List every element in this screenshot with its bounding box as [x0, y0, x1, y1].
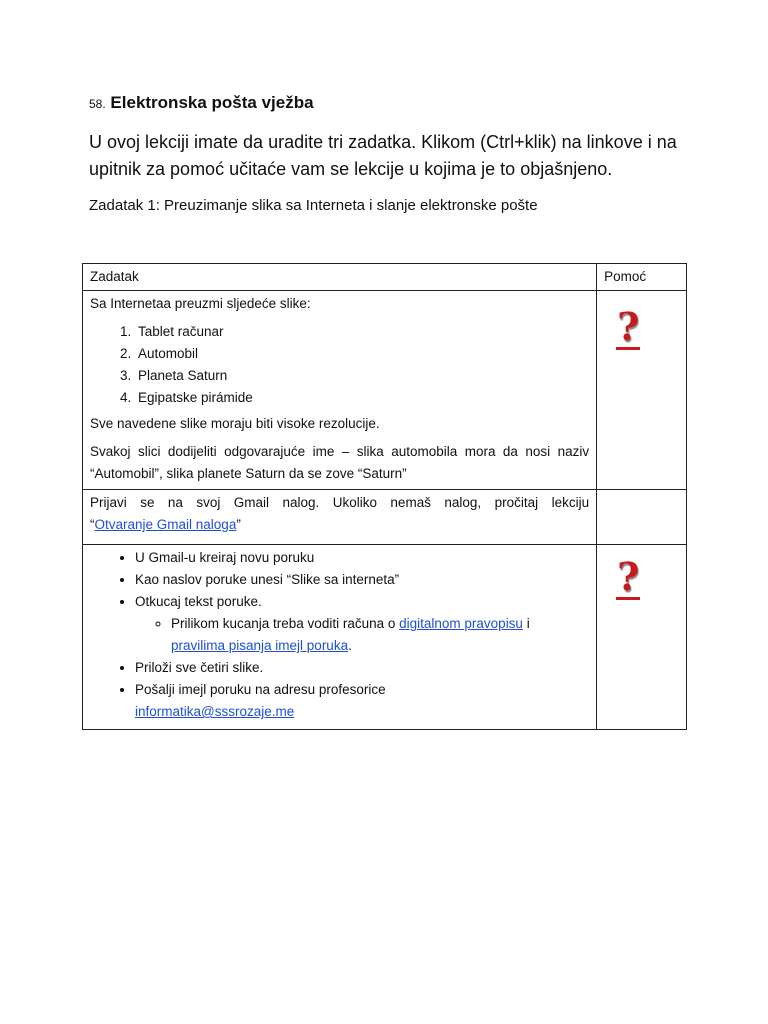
list-item: • U Gmail-u kreiraj novu poruku [135, 547, 589, 569]
send-email-text: Pošalji imejl poruku na adresu profesorice [135, 682, 386, 697]
help-question-icon[interactable]: ? [617, 554, 640, 599]
download-lead: Sa Internetaa preuzmi sljedeće slike: [90, 296, 311, 311]
list-item: 3. Planeta Saturn [135, 365, 589, 387]
resolution-note: Sve navedene slike moraju biti visoke rezolucije. [90, 416, 380, 431]
help-question-icon[interactable]: ? [617, 304, 640, 349]
period: . [348, 638, 352, 653]
exercise-number: 58. [89, 97, 106, 111]
table-row [83, 291, 687, 490]
list-item [135, 591, 589, 657]
naming-note: Svakoj slici dodijeliti odgovarajuće ime – slika automobila mora da nosi naziv “Automobil”, slika planete Saturn da se zove “Saturn” [90, 444, 590, 481]
list-item: 2. Automobil [135, 343, 589, 365]
task-cell-download [83, 291, 597, 490]
col-header-help: Pomoć [597, 264, 687, 291]
type-message-text: Otkucaj tekst poruke. [135, 594, 262, 609]
list-item: 1. Tablet računar [135, 321, 589, 343]
typing-sublist [135, 613, 589, 657]
conjunction: i [526, 616, 530, 631]
task-table [82, 263, 687, 730]
help-cell-empty [597, 490, 687, 545]
list-item [135, 679, 589, 723]
typing-note: Prilikom kucanja treba voditi računa o [171, 616, 396, 631]
gmail-account-link[interactable]: Otvaranje Gmail naloga [94, 517, 237, 532]
table-header-row [83, 264, 687, 291]
help-cell [597, 291, 687, 490]
table-row [83, 490, 687, 545]
task-cell-gmail [83, 490, 597, 545]
page-heading [89, 93, 314, 113]
quote-open: “ [90, 517, 95, 532]
teacher-email-link[interactable]: informatika@sssrozaje.me [135, 704, 295, 719]
quote-close: ” [236, 517, 241, 532]
list-item: • Priloži sve četiri slike. [135, 657, 589, 679]
task-cell-email [83, 545, 597, 730]
email-rules-link[interactable]: pravilima pisanja imejl poruka [171, 638, 349, 653]
col-header-task: Zadatak [83, 264, 597, 291]
gmail-instruction: Prijavi se na svoj Gmail nalog. Ukoliko nemaš nalog, pročitaj lekciju [90, 495, 590, 510]
image-list [90, 321, 589, 409]
list-item: 4. Egipatske pirámide [135, 387, 589, 409]
list-item: • Kao naslov poruke unesi “Slike sa interneta” [135, 569, 589, 591]
intro-paragraph: U ovoj lekciji imate da uradite tri zadatka. Klikom (Ctrl+klik) na linkove i na upitnik za pomoć učitaće vam se lekcije u kojima je to objašnjeno. [89, 132, 677, 179]
digital-spelling-link[interactable]: digitalnom pravopisu [399, 616, 523, 631]
list-item [171, 613, 589, 657]
page-title: Elektronska pošta vježba [110, 93, 314, 112]
help-cell [597, 545, 687, 730]
table-row [83, 545, 687, 730]
task-title: Zadatak 1: Preuzimanje slika sa Interneta i slanje elektronske pošte [89, 197, 538, 214]
email-steps-list [90, 547, 589, 723]
